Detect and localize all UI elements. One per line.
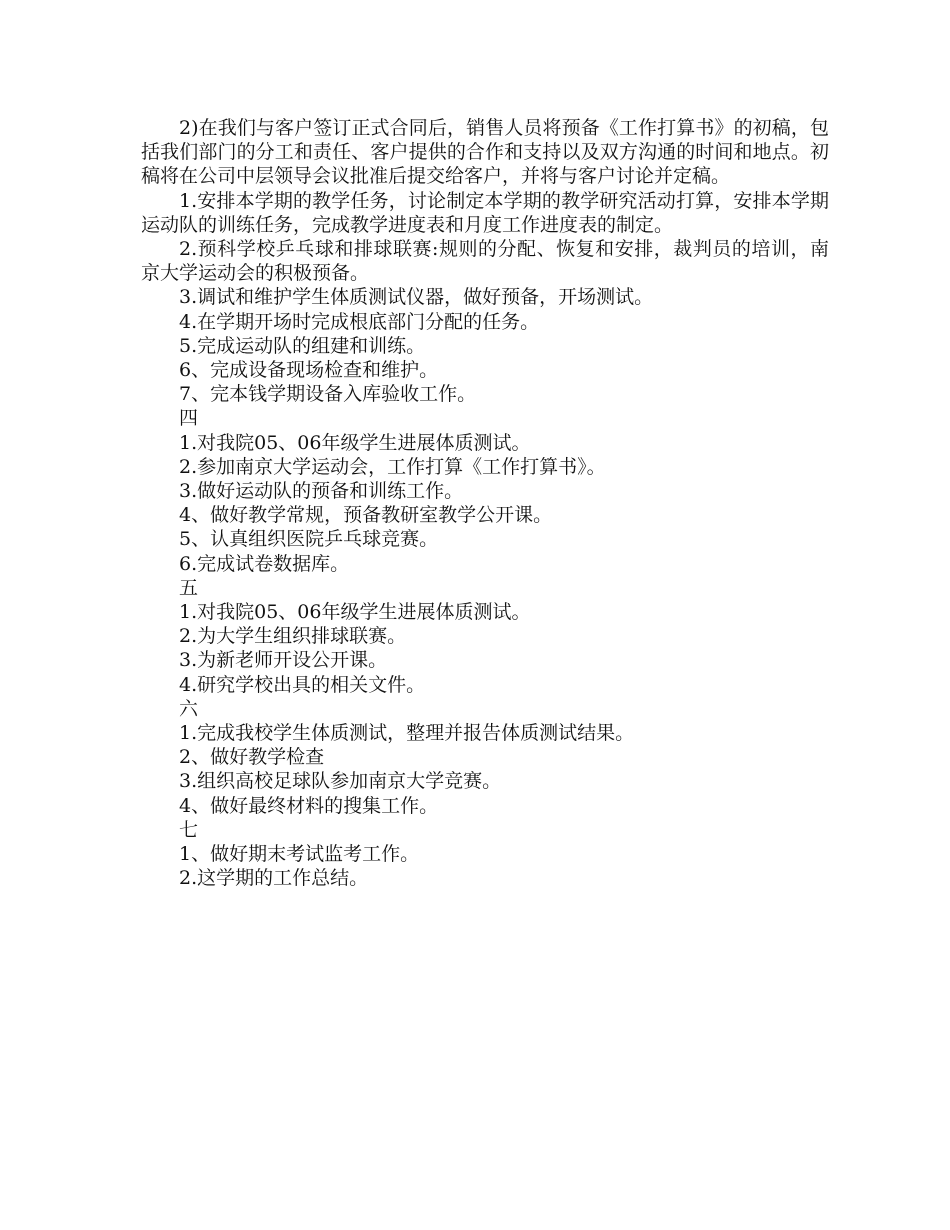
section-heading: 七 <box>179 818 199 841</box>
list-item: 6.完成试卷数据库。 <box>179 552 350 575</box>
list-item: 4、做好最终材料的搜集工作。 <box>179 794 439 817</box>
list-item: 2.这学期的工作总结。 <box>179 867 369 890</box>
paragraph-league-preparation: 2.预科学校乒乓球和排球联赛:规则的分配、恢复和安排，裁判员的培训，南京大学运动会的积极预备。 <box>141 238 829 285</box>
list-item: 2.参加南京大学运动会，工作打算《工作打算书》。 <box>179 455 606 478</box>
paragraph-teaching-tasks: 1.安排本学期的教学任务，讨论制定本学期的教学研究活动打算，安排本学期运动队的训练任务，完成教学进度表和月度工作进度表的制定。 <box>141 189 829 236</box>
list-item: 6、完成设备现场检查和维护。 <box>179 359 439 382</box>
list-item: 2、做好教学检查 <box>179 746 325 769</box>
list-item: 3.调试和维护学生体质测试仪器，做好预备，开场测试。 <box>179 286 654 309</box>
list-item: 5.完成运动队的组建和训练。 <box>179 334 426 357</box>
list-item: 1.完成我校学生体质测试，整理并报告体质测试结果。 <box>179 722 635 745</box>
list-item: 3.为新老师开设公开课。 <box>179 649 388 672</box>
section-heading: 四 <box>179 407 199 430</box>
list-item: 1.对我院05、06年级学生进展体质测试。 <box>179 431 531 454</box>
list-item: 3.组织高校足球队参加南京大学竞赛。 <box>179 770 502 793</box>
section-heading: 五 <box>179 576 199 599</box>
list-item: 2.为大学生组织排球联赛。 <box>179 625 407 648</box>
list-item: 4.在学期开场时完成根底部门分配的任务。 <box>179 310 540 333</box>
list-item: 1、做好期末考试监考工作。 <box>179 843 420 866</box>
document-body <box>141 116 829 891</box>
list-item: 4.研究学校出具的相关文件。 <box>179 673 426 696</box>
list-item: 7、完本钱学期设备入库验收工作。 <box>179 383 477 406</box>
paragraph-contract-draft: 2)在我们与客户签订正式合同后，销售人员将预备《工作打算书》的初稿，包括我们部门的分工和责任、客户提供的合作和支持以及双方沟通的时间和地点。初稿将在公司中层领导会议批准后提交给客户，并将与客户讨论并定稿。 <box>141 117 829 188</box>
section-heading: 六 <box>179 697 199 720</box>
list-item: 1.对我院05、06年级学生进展体质测试。 <box>179 601 531 624</box>
list-item: 3.做好运动队的预备和训练工作。 <box>179 480 464 503</box>
list-item: 5、认真组织医院乒乓球竞赛。 <box>179 528 439 551</box>
list-item: 4、做好教学常规，预备教研室教学公开课。 <box>179 504 553 527</box>
